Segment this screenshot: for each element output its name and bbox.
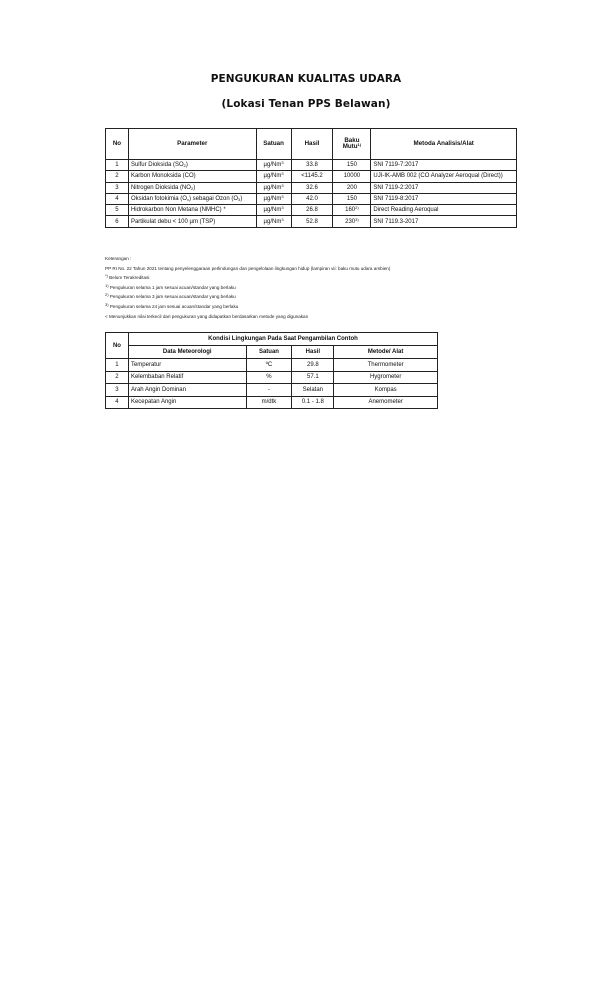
header-satuan: Satuan [256,129,291,160]
notes-line: $^{1)}$ Pengukuran selama 1 jam sesuai acuan/standar yang berlaku [105,282,236,290]
table-row: 4 Oksidan fotokimia $(O_x)$ sebagai Ozon $(O_3)$ µg/Nm$^3$ 42.0 150 SNI 7119-8:2017 [106,193,517,204]
header-no: No [106,333,129,359]
header-hasil: Hasil [291,129,333,160]
table-header-row [106,129,517,160]
air-quality-table [105,128,517,228]
header-parameter: Parameter [128,129,256,160]
table-row: 5 Hidrokarbon Non Metana (NMHC) * µg/Nm$^3$ 26.8 160$^{2)}$ Direct Reading Aeroqual [106,205,517,216]
header-metoda: Metoda Analisis/Alat [371,129,517,160]
header-baku-mutu: Baku Mutu$^{1)}$ [333,129,371,160]
table-row: 2 Karbon Monoksida (CO) µg/Nm$^3$ <1145.2 10000 UJI-IK-AMB 002 (CO Analyzer Aeroqual (Direct)) [106,171,517,182]
page-title: PENGUKURAN KUALITAS UDARA [210,73,402,85]
table-row: 2 Kelembaban Relatif % 57.1 Hygrometer [106,371,438,384]
header-satuan: Satuan [246,346,292,359]
table-header-row [106,333,438,346]
table-row: 1 Sulfur Dioksida $(SO_2)$ µg/Nm$^3$ 33.8 150 SNI 7119-7:2017 [106,160,517,171]
environment-table [105,332,438,409]
table-header-row [106,346,438,359]
header-data: Data Meteorologi [128,346,246,359]
page-subtitle: (Lokasi Tenan PPS Belawan) [221,98,391,110]
header-no: No [106,129,129,160]
notes-heading: Keterangan : [105,256,132,261]
table-row: 3 Nitrogen Dioksida $(NO_2)$ µg/Nm$^3$ 32.6 200 SNI 7119-2:2017 [106,182,517,193]
header-metode: Metode/ Alat [334,346,438,359]
table-row: 3 Arah Angin Dominan - Selatan Kompas [106,384,438,397]
notes-section [105,254,390,321]
table-row: 6 Partikulat debu < 100 µm (TSP) µg/Nm$^3$ 52.8 230$^{3)}$ SNI 7119.3-2017 [106,216,517,227]
notes-line: < Menunjukkan nilai terkecil dari pengukuran yang didapatkan berdasarkan metode yang digunakan [105,313,309,319]
notes-line: $^{2)}$ Pengukuran selama 3 jam sesuai acuan/standar yang berlaku [105,292,236,300]
table-row: 4 Kecepatan Angin m/dtk 0.1 - 1.8 Anemometer [106,396,438,409]
notes-line: PP RI No. 22 Tahun 2021 tentang penyelenggaraan perlindungan dan pengelolaan lingkungan hidup (lampiran vii: baku mutu udara ambien) [105,265,391,271]
notes-line: *) Belum Terakreditasi [105,273,150,281]
notes-line: $^{3)}$ Pengukuran selama 24 jam sesuai acuan/standar yang berlaku [105,301,239,309]
header-hasil: Hasil [292,346,334,359]
table-row: 1 Temperatur ºC 29.8 Thermometer [106,359,438,372]
header-group: Kondisi Lingkungan Pada Saat Pengambilan Contoh [128,333,437,346]
